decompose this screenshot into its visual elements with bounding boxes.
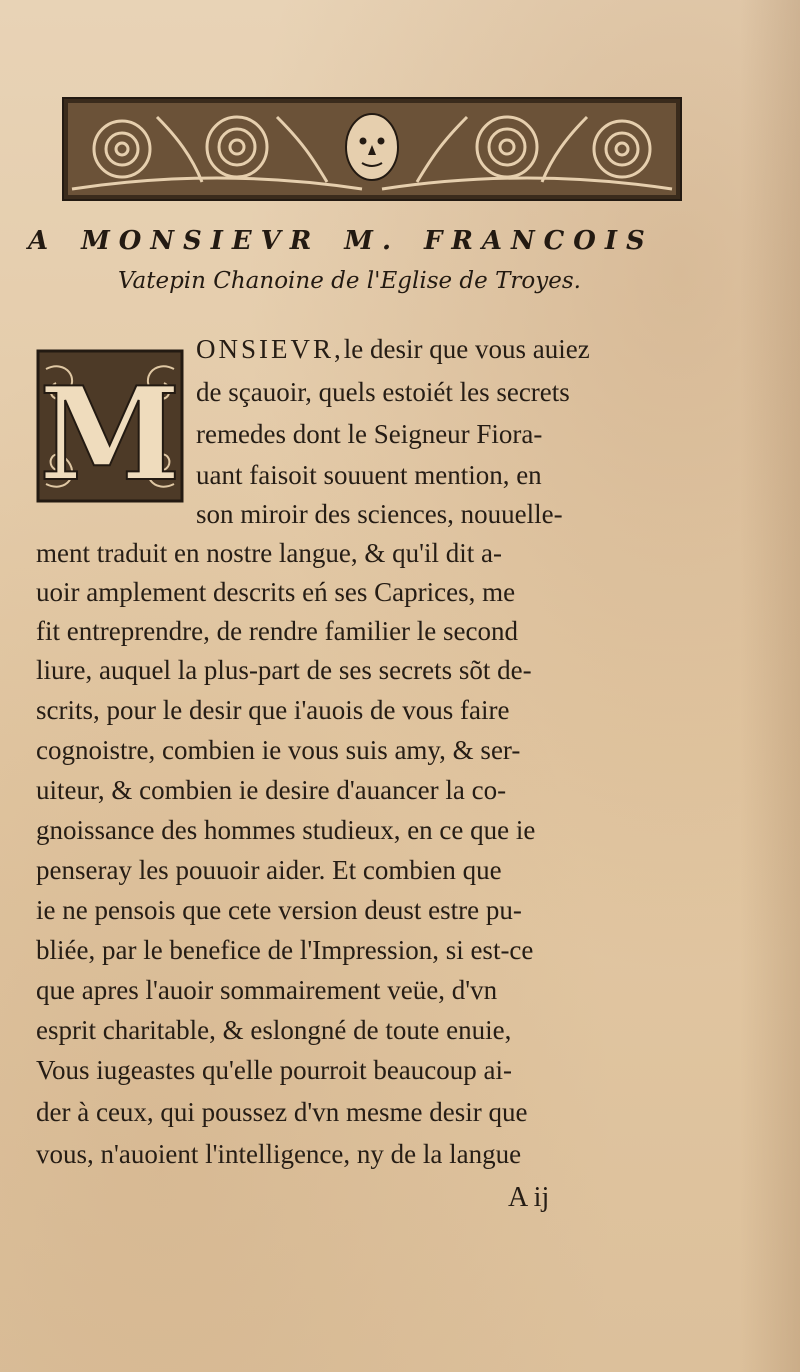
text-line-4: uant faisoit souuent mention, en — [196, 460, 542, 490]
first-word-small-caps: ONSIEVR, — [196, 334, 344, 364]
text-line-7: uoir amplement descrits eń ses Caprices, me — [36, 577, 516, 607]
dedication-title: A MONSIEVR M. FRANCOIS — [28, 226, 654, 256]
decorated-initial — [36, 349, 184, 503]
text-line-18: esprit charitable, & eslongné de toute enuie, — [36, 1015, 512, 1045]
page-signature: A ij — [508, 1182, 550, 1213]
text-line-15: ie ne pensois que cete version deust estre pu- — [36, 895, 522, 925]
text-line-3: remedes dont le Seigneur Fiora- — [196, 419, 543, 449]
text-line-16: bliée, par le benefice de l'Impression, si est-ce — [36, 935, 534, 965]
text-line-6: ment traduit en nostre langue, & qu'il dit a- — [36, 538, 503, 568]
text-line-11: cognoistre, combien ie vous suis amy, & ser- — [36, 735, 521, 765]
text-line-2: de sçauoir, quels estoiét les secrets — [196, 377, 570, 407]
text-line-19: Vous iugeastes qu'elle pourroit beaucoup ai- — [36, 1055, 512, 1085]
text-line-5: son miroir des sciences, nouuelle- — [196, 499, 563, 529]
text-line-1 — [196, 334, 590, 365]
text-line-14: penseray les pouuoir aider. Et combien que — [36, 855, 502, 885]
dedication-subtitle: Vatepin Chanoine de l'Eglise de Troyes. — [118, 268, 581, 294]
text-line-9: liure, auquel la plus-part de ses secrets sõt de- — [36, 655, 532, 685]
text-line-21: vous, n'auoient l'intelligence, ny de la langue — [36, 1139, 522, 1169]
text-line-8: fit entreprendre, de rendre familier le second — [36, 616, 519, 646]
text-line-1-rest: le desir que vous auiez — [343, 334, 590, 364]
text-line-17: que apres l'auoir sommairement veüe, d'vn — [36, 975, 498, 1005]
text-line-10: scrits, pour le desir que i'auois de vous faire — [36, 695, 510, 725]
text-line-13: gnoissance des hommes studieux, en ce que ie — [36, 815, 536, 845]
text-line-12: uiteur, & combien ie desire d'auancer la co- — [36, 775, 507, 805]
text-line-20: der à ceux, qui poussez d'vn mesme desir que — [36, 1097, 528, 1127]
initial-letter: M — [39, 360, 181, 503]
page-edge-stain — [740, 0, 800, 1372]
ornamental-headpiece — [62, 97, 682, 201]
